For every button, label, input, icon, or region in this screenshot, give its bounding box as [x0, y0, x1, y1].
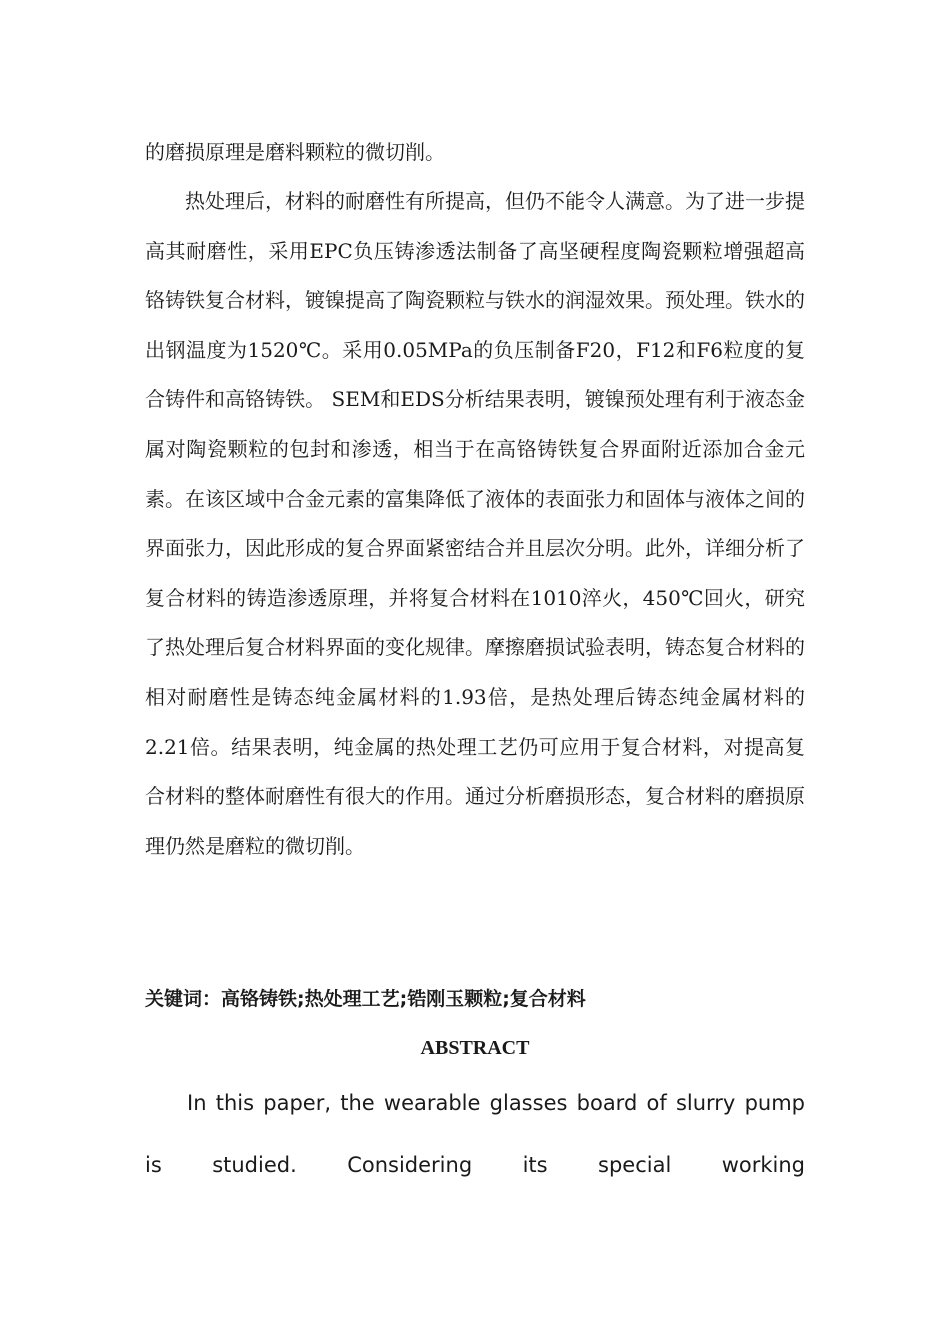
english-abstract-paragraph: In this paper, the wearable glasses board of slurry pump is studied. Considering its special working [145, 1091, 805, 1177]
abstract-heading: ABSTRACT [420, 1037, 530, 1059]
continuation-paragraph: 的磨损原理是磨料颗粒的微切削。 [145, 140, 445, 164]
chinese-abstract-paragraph: 热处理后，材料的耐磨性有所提高，但仍不能令人满意。为了进一步提高其耐磨性，采用EPC负压铸渗透法制备了高坚硬程度陶瓷颗粒增强超高铬铸铁复合材料，镀镍提高了陶瓷颗粒与铁水的润湿效果。预处理。铁水的出钢温度为1520℃。采用0.05MPa的负压制备F20，F12和F6粒度的复合铸件和高铬铸铁。 SEM和EDS分析结果表明，镀镍预处理有利于液态金属对陶瓷颗粒的包封和渗透，相当于在高铬铸铁复合界面附近添加合金元素。在该区域中合金元素的富集降低了液体的表面张力和固体与液体之间的界面张力，因此形成的复合界面紧密结合并且层次分明。此外，详细分析了复合材料的铸造渗透原理，并将复合材料在1010淬火，450℃回火，研究了热处理后复合材料界面的变化规律。摩擦磨损试验表明，铸态复合材料的相对耐磨性是铸态纯金属材料的1.93倍，是热处理后铸态纯金属材料的2.21倍。结果表明，纯金属的热处理工艺仍可应用于复合材料，对提高复合材料的整体耐磨性有很大的作用。通过分析磨损形态，复合材料的磨损原理仍然是磨粒的微切削。 [145, 189, 805, 858]
keywords-line: 关键词：高铬铸铁;热处理工艺;锆刚玉颗粒;复合材料 [145, 988, 586, 1010]
